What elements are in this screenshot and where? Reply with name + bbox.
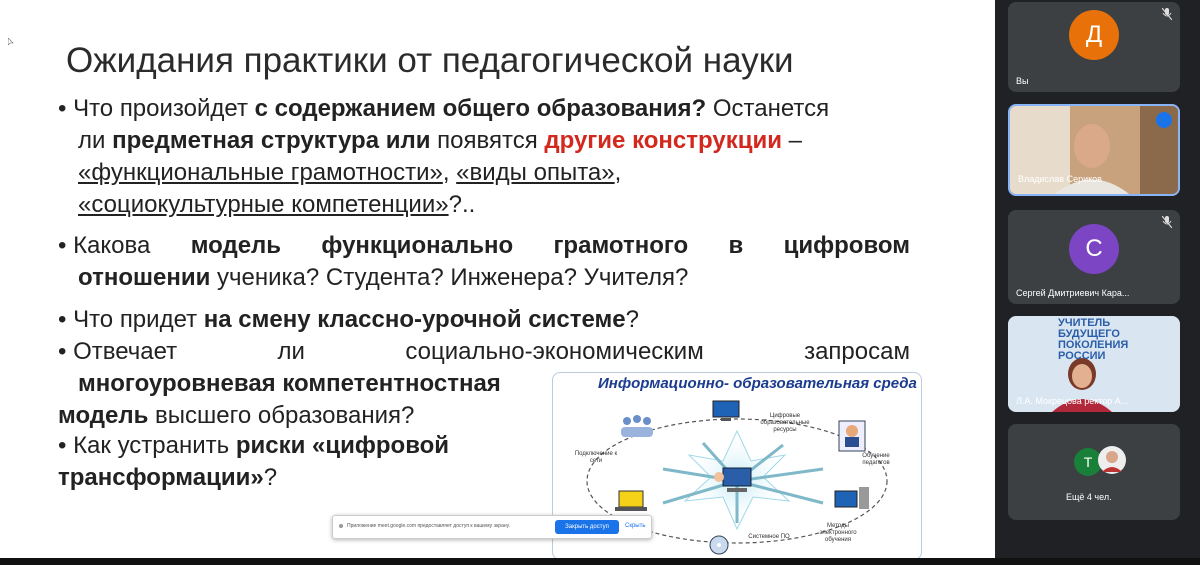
text-run: запросам (804, 338, 910, 365)
text-run: функционально (321, 232, 514, 259)
teacher-icon (839, 421, 865, 451)
bullet-dot: • (58, 232, 67, 259)
text-run: в (728, 232, 744, 259)
avatar-photo-icon (1098, 446, 1126, 474)
mouse-cursor-icon (8, 38, 14, 46)
text-run: другие конструкции (544, 127, 782, 154)
participant-tile-mokretsova[interactable] (1008, 316, 1180, 412)
hide-button[interactable]: Скрыть (625, 523, 646, 529)
avatar: Д (1069, 10, 1119, 60)
text-run: «социокультурные компетенции» (78, 191, 449, 218)
text-run: социально-экономическим (405, 338, 704, 365)
slide-title: Ожидания практики от педагогической науки (66, 41, 794, 80)
bullet-3 (58, 304, 908, 336)
participant-name: Владислав Сериков (1018, 174, 1102, 184)
text-run: модель (58, 402, 149, 429)
share-notice: Приложение meet.google.com предоставляет доступ к вашему экрану. (347, 523, 511, 529)
text-run: «виды опыта» (456, 159, 615, 186)
monitor-icon (713, 401, 739, 421)
text-run: Что придет (73, 306, 204, 333)
stop-sharing-button[interactable]: Закрыть доступ (555, 520, 619, 534)
text-run: предметная структура или (112, 127, 431, 154)
mic-off-icon (1162, 216, 1172, 228)
label-resources: Цифровые образовательные ресурсы (760, 413, 810, 433)
screen-share-bar (332, 515, 652, 539)
text-run: отношении (78, 264, 211, 291)
bullet-dot: • (58, 306, 67, 333)
text-run: ?.. (448, 191, 476, 218)
text-run: высшего образования? (148, 402, 415, 429)
participant-tile-more[interactable] (1008, 424, 1180, 520)
bullet-1 (58, 93, 908, 221)
text-run: , (614, 159, 622, 186)
text-run: трансформации» (58, 464, 264, 491)
text-run: на смену классно-урочной системе (203, 306, 626, 333)
speaking-indicator-icon (1156, 112, 1172, 128)
text-run: с содержанием общего образования? (254, 95, 707, 122)
label-training: Обучение педагогов (862, 453, 890, 466)
label-network: Подключение к сети (574, 451, 618, 464)
text-run: Отвечает (73, 338, 178, 365)
disc-icon (710, 536, 728, 554)
participant-tile-you[interactable] (1008, 2, 1180, 92)
diagram-title: Информационно- образовательная среда (598, 375, 917, 392)
participant-name: Л.А. Мокрецова ректор А... (1016, 396, 1129, 406)
text-run: ? (263, 464, 278, 491)
text-run: ли (277, 338, 305, 365)
bullet-dot: • (58, 432, 67, 459)
text-run: Как устранить (73, 432, 236, 459)
text-run: – (781, 127, 802, 154)
pc-icon (835, 487, 869, 509)
bullet-dot: • (58, 95, 67, 122)
participant-name: Вы (1016, 76, 1029, 86)
text-run: Какова (73, 232, 151, 259)
text-run: ? (625, 306, 639, 333)
laptop-icon (615, 491, 647, 511)
share-indicator-icon (339, 524, 343, 528)
label-methods: Методы электронного обучения (819, 523, 857, 543)
label-software: Системное ПО (748, 534, 790, 540)
text-run: «функциональные грамотности» (78, 159, 443, 186)
text-run: грамотного (553, 232, 689, 259)
participant-tile-video[interactable] (1008, 104, 1180, 196)
mic-off-icon (1162, 8, 1172, 20)
poster-text: УЧИТЕЛЬ БУДУЩЕГО ПОКОЛЕНИЯ РОССИИ (1058, 317, 1129, 362)
text-run: цифровом (783, 232, 910, 259)
text-run: Что произойдет (73, 95, 255, 122)
text-run: , (442, 159, 457, 186)
bullet-5 (58, 430, 538, 494)
avatar: Т (1074, 448, 1102, 476)
people-group-icon (621, 415, 653, 437)
bottom-bar (0, 558, 1200, 565)
text-run: ли (78, 127, 113, 154)
participant-tile-sergey[interactable] (1008, 210, 1180, 304)
text-run: модель (190, 232, 282, 259)
text-run: ученика? Студента? Инженера? Учителя? (210, 264, 689, 291)
text-run: появятся (430, 127, 545, 154)
text-run: Останется (706, 95, 830, 122)
bullet-2 (58, 230, 910, 294)
text-run: риски «цифровой (235, 432, 450, 459)
participant-name: Сергей Дмитриевич Кара... (1016, 288, 1130, 298)
text-run: многоуровневая компетентностная (78, 370, 501, 397)
bullet-dot: • (58, 338, 67, 365)
participant-name: Ещё 4 чел. (1066, 492, 1112, 502)
avatar: С (1069, 224, 1119, 274)
